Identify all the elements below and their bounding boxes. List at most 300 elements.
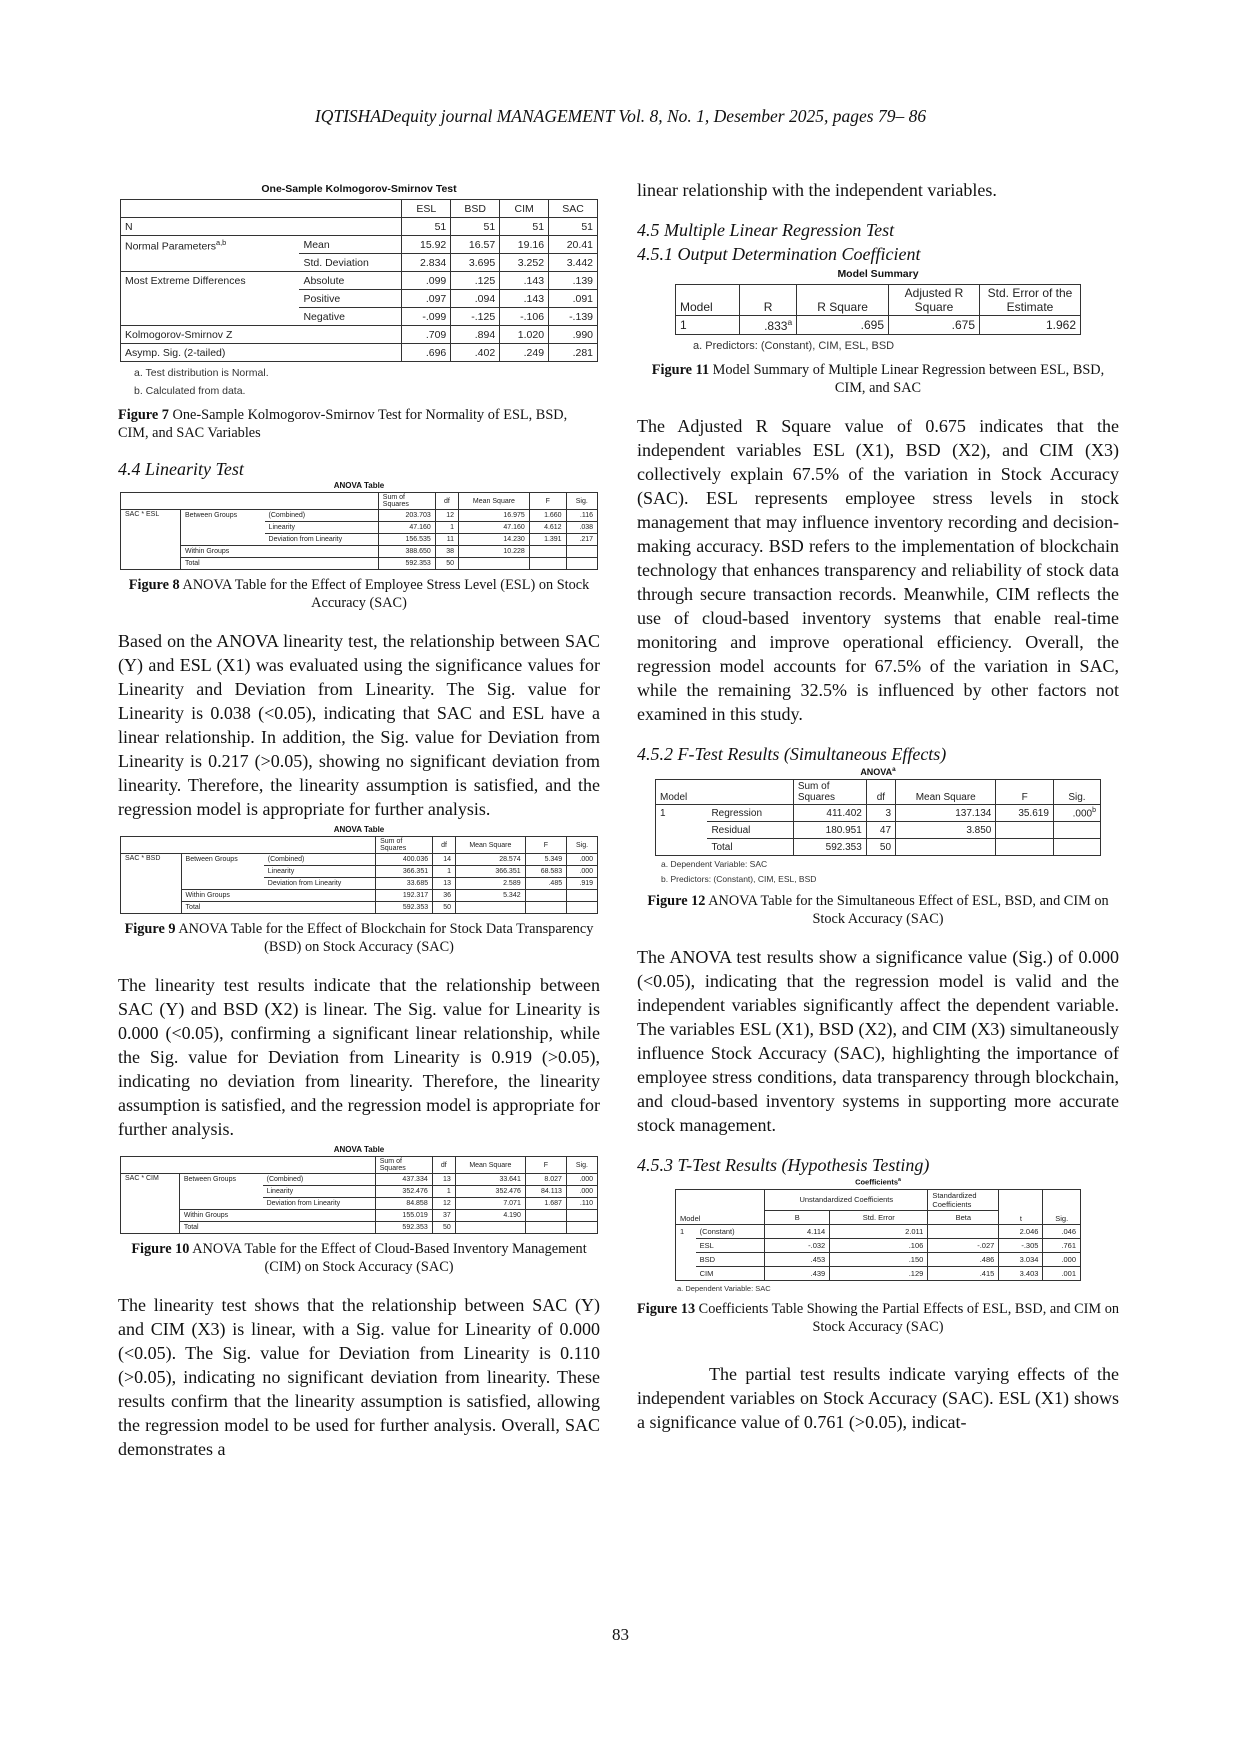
source-label: Deviation from Linearity [264, 878, 376, 890]
figure-caption [118, 406, 600, 442]
row-sublabel [299, 326, 401, 344]
source-label: (Combined) [265, 510, 379, 522]
table-cell: 50 [866, 839, 895, 856]
row-label [121, 236, 300, 254]
source-label: Deviation from Linearity [265, 534, 379, 546]
table-cell: 2.589 [456, 878, 526, 890]
table-header-row [676, 285, 1081, 316]
table-footnote: a. Dependent Variable: SAC [661, 859, 768, 869]
table-cell: 13 [432, 1174, 455, 1186]
row-sublabel: Mean [299, 236, 401, 254]
col-header: df [433, 837, 456, 854]
table-cell: .217 [566, 534, 597, 546]
subsection-heading: 4.5.3 T-Test Results (Hypothesis Testing) [637, 1155, 930, 1175]
table-row [121, 308, 598, 326]
table-cell: 1 [676, 316, 740, 335]
source-label: Total [707, 839, 793, 856]
row-label: Asymp. Sig. (2-tailed) [121, 344, 300, 362]
row-label: Most Extreme Differences [121, 272, 300, 290]
col-header: Sum of Squares [793, 780, 866, 805]
table-cell [996, 822, 1054, 839]
fig8-table-title: ANOVA Table [333, 481, 385, 490]
table-cell: .116 [566, 510, 597, 522]
table-cell: .415 [928, 1266, 999, 1280]
table-cell: .000 [567, 854, 598, 866]
col-header: Beta [928, 1210, 999, 1224]
table-cell: 352.476 [455, 1186, 525, 1198]
table-cell: 3.442 [549, 254, 598, 272]
table-cell [566, 1222, 597, 1234]
caption-text: ANOVA Table for the Simultaneous Effect of ESL, BSD, and CIM on Stock Accuracy (SAC) [705, 893, 1109, 927]
variable-label: SAC * ESL [121, 510, 181, 570]
table-header-row [121, 200, 598, 218]
right-column [637, 178, 1119, 1434]
source-label: Regression [707, 805, 793, 822]
fig9-table-title: ANOVA Table [333, 825, 385, 834]
table-row [121, 854, 598, 866]
caption-text: ANOVA Table for the Effect of Blockchain for Stock Data Transparency (BSD) on Stock Accuracy (SAC) [175, 921, 594, 955]
footnote-marker: a,b [216, 237, 227, 247]
source-label: Residual [707, 822, 793, 839]
figure-caption [637, 361, 1119, 397]
col-header: F [525, 1157, 566, 1174]
table-cell: 203.703 [378, 510, 435, 522]
body-paragraph: The partial test results indicate varying effects of the independent variables on Stock Accuracy (SAC). ESL (X1) shows a significance value of 0.761 (>0.05), indicat- [637, 1363, 1119, 1432]
table-cell: 8.027 [525, 1174, 566, 1186]
col-header: Sum of Squares [375, 1157, 432, 1174]
header-blank-cell [121, 1157, 376, 1174]
table-cell [928, 1224, 999, 1238]
table-cell: 50 [435, 558, 458, 570]
table-cell: .110 [566, 1198, 597, 1210]
col-header: Model [676, 1189, 765, 1224]
table-cell: 366.351 [376, 866, 433, 878]
fig11-table-title: Model Summary [837, 268, 919, 280]
col-header: R [740, 285, 797, 316]
table-cell: 50 [432, 1222, 455, 1234]
table-cell: .486 [928, 1252, 999, 1266]
group-label: Within Groups [180, 546, 378, 558]
running-header: IQTISHADequity journal MANAGEMENT Vol. 8, No. 1, Desember 2025, pages 79– 86 [314, 106, 927, 126]
col-header: Mean Square [455, 1157, 525, 1174]
table-cell: .281 [549, 344, 598, 362]
row-label: Kolmogorov-Smirnov Z [121, 326, 300, 344]
table-cell: 3.034 [999, 1252, 1043, 1266]
table-cell: -.032 [765, 1238, 830, 1252]
table-cell: 1.391 [529, 534, 566, 546]
table-cell [1053, 839, 1100, 856]
row-sublabel: Absolute [299, 272, 401, 290]
group-label [181, 866, 264, 878]
table-cell: 3 [866, 805, 895, 822]
body-paragraph: The ANOVA test results show a significance value (Sig.) of 0.000 (<0.05), indicating that the regression model is valid and the independent variables significantly affect the dependent variable. The variables ESL (X1), BSD (X2), and CIM (X3) simultaneously influence Stock Accuracy (SAC), highlighting the importance of employee stress conditions, data transparency through blockchain, and cloud-based inventory systems in supporting more accurate stock management. [637, 947, 1119, 1135]
table-cell: -.139 [549, 308, 598, 326]
table-cell: -.106 [500, 308, 549, 326]
figure-caption [637, 1300, 1119, 1336]
model-number [676, 1266, 696, 1280]
table-cell [566, 558, 597, 570]
caption-label: Figure 11 [651, 362, 710, 378]
table-cell: 47.160 [459, 522, 530, 534]
body-paragraph: linear relationship with the independent variables. [637, 180, 997, 200]
table-cell: .000 [566, 1186, 597, 1198]
table-row [121, 1222, 598, 1234]
table-cell: .038 [566, 522, 597, 534]
table-cell [456, 902, 526, 914]
table-cell: 1.020 [500, 326, 549, 344]
table-cell: 38 [435, 546, 458, 558]
table-cell: 33.685 [376, 878, 433, 890]
figure-caption [118, 1240, 600, 1276]
table-cell: 1.660 [529, 510, 566, 522]
row-label-text: Normal Parameters [125, 240, 217, 252]
table-row [656, 822, 1101, 839]
table-cell [525, 1222, 566, 1234]
table-cell: 13 [433, 878, 456, 890]
body-paragraph: The linearity test shows that the relationship between SAC (Y) and CIM (X3) is linear, with a Sig. value for Linearity of 0.000 (<0.05). The Sig. value for Deviation from Linearity is 0.110 (>0.05), indicating no significant deviation from linearity. These results confirm that the linearity assumption is satisfied, allowing the regression model to be used for further analysis. Overall, SAC demonstrates a [118, 1295, 600, 1459]
table-cell: 10.228 [459, 546, 530, 558]
header-blank-cell [121, 200, 402, 218]
table-cell [740, 316, 797, 335]
fig7-table-title: One-Sample Kolmogorov-Smirnov Test [261, 183, 457, 195]
row-label: N [121, 218, 300, 236]
table-cell: 19.16 [500, 236, 549, 254]
footnote-marker: a [898, 1177, 901, 1183]
table-cell: .919 [567, 878, 598, 890]
table-cell: .761 [1043, 1238, 1081, 1252]
table-cell: .129 [830, 1266, 928, 1280]
table-cell: 47 [866, 822, 895, 839]
predictor-label: CIM [696, 1266, 765, 1280]
table-cell [567, 890, 598, 902]
group-label: Between Groups [179, 1174, 262, 1186]
col-header: Std. Error [830, 1210, 928, 1224]
model-number [676, 1238, 696, 1252]
section-heading: 4.5 Multiple Linear Regression Test [637, 220, 895, 240]
table-header-row [121, 837, 598, 854]
model-number [656, 822, 708, 839]
group-label: Total [180, 558, 378, 570]
table-row [121, 866, 598, 878]
subsection-heading: 4.5.2 F-Test Results (Simultaneous Effects) [637, 744, 947, 764]
caption-label: Figure 10 [131, 1241, 190, 1257]
table-cell: 4.612 [529, 522, 566, 534]
table-cell [529, 558, 566, 570]
fig10-table-title: ANOVA Table [333, 1145, 385, 1154]
table-cell: 33.641 [455, 1174, 525, 1186]
table-cell: -.027 [928, 1238, 999, 1252]
table-row [656, 805, 1101, 822]
fig12-table-title [637, 766, 1119, 777]
table-row [121, 558, 598, 570]
table-row [121, 1186, 598, 1198]
model-number: 1 [656, 805, 708, 822]
table-cell: 51 [402, 218, 451, 236]
table-cell: 50 [433, 902, 456, 914]
header-blank-cell [121, 493, 379, 510]
table-cell: .485 [525, 878, 566, 890]
header-blank-cell [121, 837, 376, 854]
group-label [179, 1198, 262, 1210]
table-row [676, 1238, 1081, 1252]
table-row [676, 1224, 1081, 1238]
table-row [121, 1210, 598, 1222]
table-cell: 137.134 [896, 805, 996, 822]
col-header: Sig. [567, 837, 598, 854]
table-cell [567, 902, 598, 914]
section-heading: 4.4 Linearity Test [118, 459, 244, 479]
variable-label: SAC * BSD [121, 854, 182, 914]
caption-text: ANOVA Table for the Effect of Cloud-Based Inventory Management (CIM) on Stock Accuracy (SAC) [189, 1241, 587, 1275]
row-sublabel [299, 344, 401, 362]
left-column [118, 183, 600, 1461]
col-header: Mean Square [896, 780, 996, 805]
table-cell: .001 [1043, 1266, 1081, 1280]
table-cell [525, 902, 566, 914]
col-header: Std. Error of the Estimate [980, 285, 1081, 316]
col-header: Sig. [566, 1157, 597, 1174]
table-cell: 12 [432, 1198, 455, 1210]
table-row [121, 326, 598, 344]
table-cell [529, 546, 566, 558]
table-header-row [656, 780, 1101, 805]
table-row [656, 839, 1101, 856]
table-cell [1053, 805, 1100, 822]
footnote-marker: a [892, 766, 896, 773]
caption-label: Figure 12 [647, 893, 706, 909]
table-cell: 11 [435, 534, 458, 546]
body-paragraph: Based on the ANOVA linearity test, the relationship between SAC (Y) and ESL (X1) was evaluated using the significance values for Linearity and Deviation from Linearity. The Sig. value for Linearity is 0.038 (<0.05), indicating that SAC and ESL have a linear relationship. In addition, the Sig. value for Deviation from Linearity is 0.217 (>0.05), showing no significant deviation from linearity. Therefore, the linearity assumption is satisfied, and the regression model is appropriate for further analysis. [118, 631, 600, 819]
table-cell: 3.850 [896, 822, 996, 839]
ks-test-table [120, 199, 598, 362]
table-cell: 12 [435, 510, 458, 522]
row-sublabel [299, 218, 401, 236]
table-cell [525, 1210, 566, 1222]
group-label [180, 534, 264, 546]
anova-esl-table [120, 492, 598, 570]
col-header: SAC [549, 200, 598, 218]
anova-bsd-table [120, 836, 598, 914]
body-paragraph: The linearity test results indicate that the relationship between SAC (Y) and BSD (X2) is linear. The Sig. value for Linearity is 0.000 (<0.05), confirming a significant linear relationship, while the Sig. value for Deviation from Linearity is 0.919 (>0.05), indicating no deviation from linearity. Therefore, the linearity assumption is satisfied, and the regression model is appropriate for further analysis. [118, 975, 600, 1139]
table-row [121, 890, 598, 902]
col-header: F [525, 837, 566, 854]
footnote-marker: a [787, 317, 793, 327]
table-cell: .099 [402, 272, 451, 290]
table-cell: 411.402 [793, 805, 866, 822]
table-cell: 592.353 [376, 902, 433, 914]
table-cell: .000 [1043, 1252, 1081, 1266]
group-label: Between Groups [180, 510, 264, 522]
table-cell: .695 [797, 316, 889, 335]
table-cell: 2.046 [999, 1224, 1043, 1238]
caption-text: One-Sample Kolmogorov-Smirnov Test for Normality of ESL, BSD, CIM, and SAC Variables [118, 407, 568, 441]
table-cell [1053, 822, 1100, 839]
table-cell: 84.858 [375, 1198, 432, 1210]
table-cell: 28.574 [456, 854, 526, 866]
col-header [707, 780, 793, 805]
table-cell: .106 [830, 1238, 928, 1252]
table-header-row [676, 1189, 1081, 1210]
subsection-heading: 4.5.1 Output Determination Coefficient [637, 244, 921, 264]
table-header-row [121, 493, 598, 510]
table-row [121, 218, 598, 236]
table-cell: .402 [451, 344, 500, 362]
table-cell: 5.349 [525, 854, 566, 866]
table-cell: .249 [500, 344, 549, 362]
table-row [676, 1252, 1081, 1266]
group-label [181, 878, 264, 890]
col-header: Sig. [1053, 780, 1100, 805]
table-cell: .094 [451, 290, 500, 308]
table-row [121, 878, 598, 890]
table-cell: 14.230 [459, 534, 530, 546]
table-cell: .143 [500, 272, 549, 290]
table-cell: 5.342 [456, 890, 526, 902]
table-cell: 155.019 [375, 1210, 432, 1222]
caption-text: Coefficients Table Showing the Partial Effects of ESL, BSD, and CIM on Stock Accuracy (SAC) [695, 1300, 1119, 1335]
group-label: Total [179, 1222, 375, 1234]
group-label: Between Groups [181, 854, 264, 866]
table-row [121, 236, 598, 254]
table-cell: .000 [567, 866, 598, 878]
table-header-row [121, 1157, 598, 1174]
table-cell: 37 [432, 1210, 455, 1222]
col-group-header: Unstandardized Coefficients [765, 1189, 928, 1210]
table-cell: 1 [432, 1186, 455, 1198]
col-header: df [432, 1157, 455, 1174]
table-cell: .150 [830, 1252, 928, 1266]
col-header: B [765, 1210, 830, 1224]
table-cell: 2.834 [402, 254, 451, 272]
table-cell: .990 [549, 326, 598, 344]
model-number [676, 1252, 696, 1266]
variable-label: SAC * CIM [121, 1174, 180, 1234]
col-header: Mean Square [456, 837, 526, 854]
table-footnote: b. Calculated from data. [134, 385, 246, 397]
row-sublabel: Std. Deviation [299, 254, 401, 272]
model-summary-table [675, 284, 1081, 335]
table-cell: 1 [435, 522, 458, 534]
table-cell: 2.011 [830, 1224, 928, 1238]
table-cell: .046 [1043, 1224, 1081, 1238]
anova-regression-table [655, 779, 1101, 856]
figure-caption [637, 892, 1119, 928]
table-cell: 3.695 [451, 254, 500, 272]
row-label [121, 308, 300, 326]
table-cell: -.099 [402, 308, 451, 326]
table-cell: 156.535 [378, 534, 435, 546]
sig-value: .000 [1072, 808, 1093, 820]
table-cell: 592.353 [375, 1222, 432, 1234]
table-cell: 1 [433, 866, 456, 878]
col-header: ESL [402, 200, 451, 218]
predictor-label: BSD [696, 1252, 765, 1266]
table-cell: 47.160 [378, 522, 435, 534]
body-paragraph: The Adjusted R Square value of 0.675 indicates that the independent variables ESL (X1), BSD (X2), and CIM (X3) collectively explain 67.5% of the variation in Stock Accuracy (SAC). ESL represents employee stress levels in stock management that may influence inventory recording and decision-making accuracy. BSD refers to the implementation of blockchain technology that enhances transparency and reliability of stock data through secure transaction records. Meanwhile, CIM reflects the use of cloud-based inventory systems that enable real-time monitoring and improve operational efficiency. Overall, the regression model accounts for 67.5% of the variation in SAC, while the remaining 32.5% is influenced by other factors not examined in this study. [637, 416, 1119, 724]
table-cell: 15.92 [402, 236, 451, 254]
table-cell: 84.113 [525, 1186, 566, 1198]
caption-label: Figure 9 [124, 921, 176, 937]
title-text: Coefficients [855, 1177, 898, 1187]
group-label: Within Groups [181, 890, 376, 902]
table-cell [566, 546, 597, 558]
table-cell: .143 [500, 290, 549, 308]
table-row [676, 1266, 1081, 1280]
table-cell: 16.975 [459, 510, 530, 522]
col-header: BSD [451, 200, 500, 218]
col-header: Sum of Squares [378, 493, 435, 510]
table-cell: 1.962 [980, 316, 1081, 335]
col-header: Model [676, 285, 740, 316]
table-cell: 592.353 [378, 558, 435, 570]
table-cell [896, 839, 996, 856]
table-cell: 35.619 [996, 805, 1054, 822]
table-row [676, 316, 1081, 335]
table-footnote: a. Predictors: (Constant), CIM, ESL, BSD [693, 340, 895, 352]
model-number: 1 [676, 1224, 696, 1238]
group-label [179, 1186, 262, 1198]
table-cell: .139 [549, 272, 598, 290]
col-header: R Square [797, 285, 889, 316]
table-cell: 51 [549, 218, 598, 236]
table-row [121, 510, 598, 522]
col-header: Sig. [566, 493, 597, 510]
table-cell: 437.334 [375, 1174, 432, 1186]
table-cell: .091 [549, 290, 598, 308]
table-cell: 20.41 [549, 236, 598, 254]
table-cell: 3.403 [999, 1266, 1043, 1280]
table-cell: 388.650 [378, 546, 435, 558]
table-cell [459, 558, 530, 570]
table-row [121, 254, 598, 272]
table-cell: -.305 [999, 1238, 1043, 1252]
table-cell [996, 839, 1054, 856]
row-sublabel: Negative [299, 308, 401, 326]
table-cell: .125 [451, 272, 500, 290]
table-row [121, 522, 598, 534]
table-row [121, 290, 598, 308]
table-footnote: b. Predictors: (Constant), CIM, ESL, BSD [661, 874, 817, 884]
source-label: Linearity [263, 1186, 376, 1198]
footnote-marker: b [1092, 806, 1096, 814]
table-row [121, 534, 598, 546]
table-cell: 180.951 [793, 822, 866, 839]
group-label: Within Groups [179, 1210, 375, 1222]
table-cell: -.125 [451, 308, 500, 326]
model-number [656, 839, 708, 856]
table-cell: .097 [402, 290, 451, 308]
table-cell: 4.114 [765, 1224, 830, 1238]
table-cell: 352.476 [375, 1186, 432, 1198]
table-cell: 192.317 [376, 890, 433, 902]
caption-text: ANOVA Table for the Effect of Employee Stress Level (ESL) on Stock Accuracy (SAC) [179, 577, 590, 611]
table-cell [455, 1222, 525, 1234]
coefficients-table [675, 1189, 1081, 1281]
table-cell: 16.57 [451, 236, 500, 254]
col-header: CIM [500, 200, 549, 218]
table-cell: .000 [566, 1174, 597, 1186]
caption-text: Model Summary of Multiple Linear Regression between ESL, BSD, CIM, and SAC [709, 362, 1105, 396]
table-row [121, 1174, 598, 1186]
fig13-table-title [637, 1177, 1119, 1187]
r-value: .833 [764, 319, 788, 333]
table-row [121, 546, 598, 558]
col-header: Sig. [1043, 1189, 1081, 1224]
col-header: Model [656, 780, 708, 805]
table-row [121, 902, 598, 914]
predictor-label: (Constant) [696, 1224, 765, 1238]
table-cell: .439 [765, 1266, 830, 1280]
